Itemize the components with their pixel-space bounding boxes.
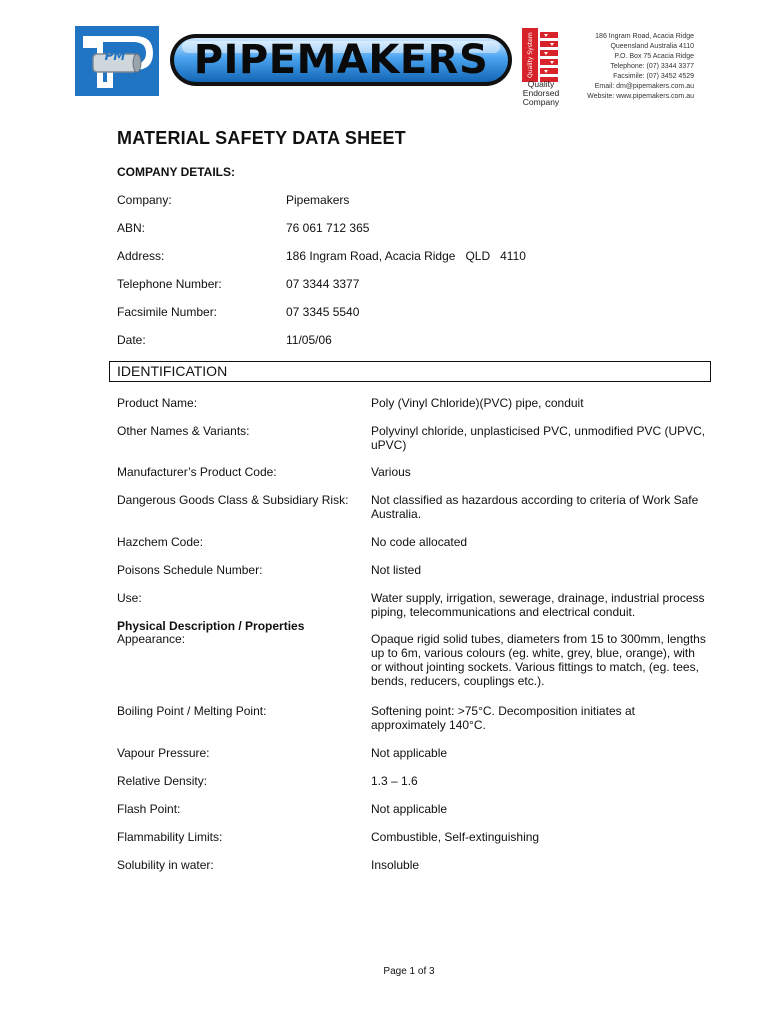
- address-line: 186 Ingram Road, Acacia Ridge: [595, 33, 694, 40]
- field-value: Poly (Vinyl Chloride)(PVC) pipe, conduit: [371, 396, 584, 410]
- property-value: Combustible, Self-extinguishing: [371, 830, 540, 844]
- detail-value: Pipemakers: [286, 193, 350, 207]
- website-line: Website: www.pipemakers.com.au: [587, 93, 694, 100]
- detail-value: 07 3345 5540: [286, 305, 360, 319]
- detail-value: 11/05/06: [286, 333, 332, 347]
- field-label: Manufacturer’s Product Code:: [117, 465, 277, 479]
- field-value: Water supply, irrigation, sewerage, drainage, industrial process piping, telecommunications and electrical conduit.: [371, 591, 705, 619]
- detail-value: 07 3344 3377: [286, 277, 360, 291]
- detail-label: Address:: [117, 249, 165, 263]
- quality-badge-text: Quality System: [527, 32, 534, 78]
- detail-label: ABN:: [117, 221, 146, 235]
- property-value: Not applicable: [371, 802, 448, 816]
- email-line: Email: dm@pipemakers.com.au: [594, 83, 694, 90]
- field-value: Polyvinyl chloride, unplasticised PVC, unmodified PVC (UPVC, uPVC): [371, 424, 706, 452]
- address-line: Telephone: (07) 3344 3377: [610, 63, 694, 70]
- field-label: Use:: [117, 591, 142, 605]
- company-address-block: [570, 32, 694, 102]
- field-label: Product Name:: [117, 396, 198, 410]
- logo-monogram: PM: [104, 49, 126, 63]
- property-label: Boiling Point / Melting Point:: [117, 704, 267, 718]
- address-line: P.O. Box 75 Acacia Ridge: [614, 53, 694, 60]
- field-label: Hazchem Code:: [117, 535, 204, 549]
- property-value: Insoluble: [371, 858, 420, 872]
- property-label: Relative Density:: [117, 774, 208, 788]
- detail-label: Company:: [117, 193, 172, 207]
- field-label: Other Names & Variants:: [117, 424, 250, 438]
- company-details-heading: COMPANY DETAILS:: [117, 165, 236, 179]
- property-label: Flash Point:: [117, 802, 181, 816]
- property-value: Not applicable: [371, 746, 448, 760]
- field-value: Not classified as hazardous according to criteria of Work Safe Australia.: [371, 493, 699, 521]
- field-value: No code allocated: [371, 535, 468, 549]
- brand-wordmark: [168, 30, 514, 90]
- quality-system-badge: [522, 28, 560, 84]
- page-title: MATERIAL SAFETY DATA SHEET: [117, 128, 406, 148]
- field-label: Poisons Schedule Number:: [117, 563, 263, 577]
- field-value: Not listed: [371, 563, 422, 577]
- detail-value: 186 Ingram Road, Acacia Ridge QLD 4110: [286, 249, 526, 263]
- detail-label: Date:: [117, 333, 146, 347]
- quality-caption: Quality Endorsed Company: [522, 79, 560, 107]
- address-line: Facsimile: (07) 3452 4529: [613, 73, 694, 80]
- brand-name: PIPEMAKERS: [193, 37, 489, 83]
- property-value: Opaque rigid solid tubes, diameters from 15 to 300mm, lengths up to 6m, various colours (eg. white, grey, blue, orange), with or without jointing sockets. Various fittings to match, (eg. tees, bends, reducers, couplings etc.).: [371, 632, 706, 688]
- detail-label: Telephone Number:: [117, 277, 222, 291]
- property-label: Appearance:: [117, 632, 186, 646]
- section-title: IDENTIFICATION: [117, 363, 228, 379]
- field-label: Dangerous Goods Class & Subsidiary Risk:: [117, 493, 349, 507]
- identification-section-header: [109, 361, 711, 382]
- property-value: 1.3 – 1.6: [371, 774, 418, 788]
- address-line: Queensland Australia 4110: [610, 43, 694, 50]
- detail-label: Facsimile Number:: [117, 305, 218, 319]
- physical-properties-heading: Physical Description / Properties: [117, 619, 305, 633]
- property-label: Vapour Pressure:: [117, 746, 210, 760]
- field-value: Various: [371, 465, 411, 479]
- detail-value: 76 061 712 365: [286, 221, 370, 235]
- company-logo: [75, 26, 159, 96]
- property-label: Solubility in water:: [117, 858, 214, 872]
- page-number: Page 1 of 3: [383, 966, 435, 977]
- property-value: Softening point: >75°C. Decomposition initiates at approximately 140°C.: [371, 704, 635, 732]
- property-label: Flammability Limits:: [117, 830, 223, 844]
